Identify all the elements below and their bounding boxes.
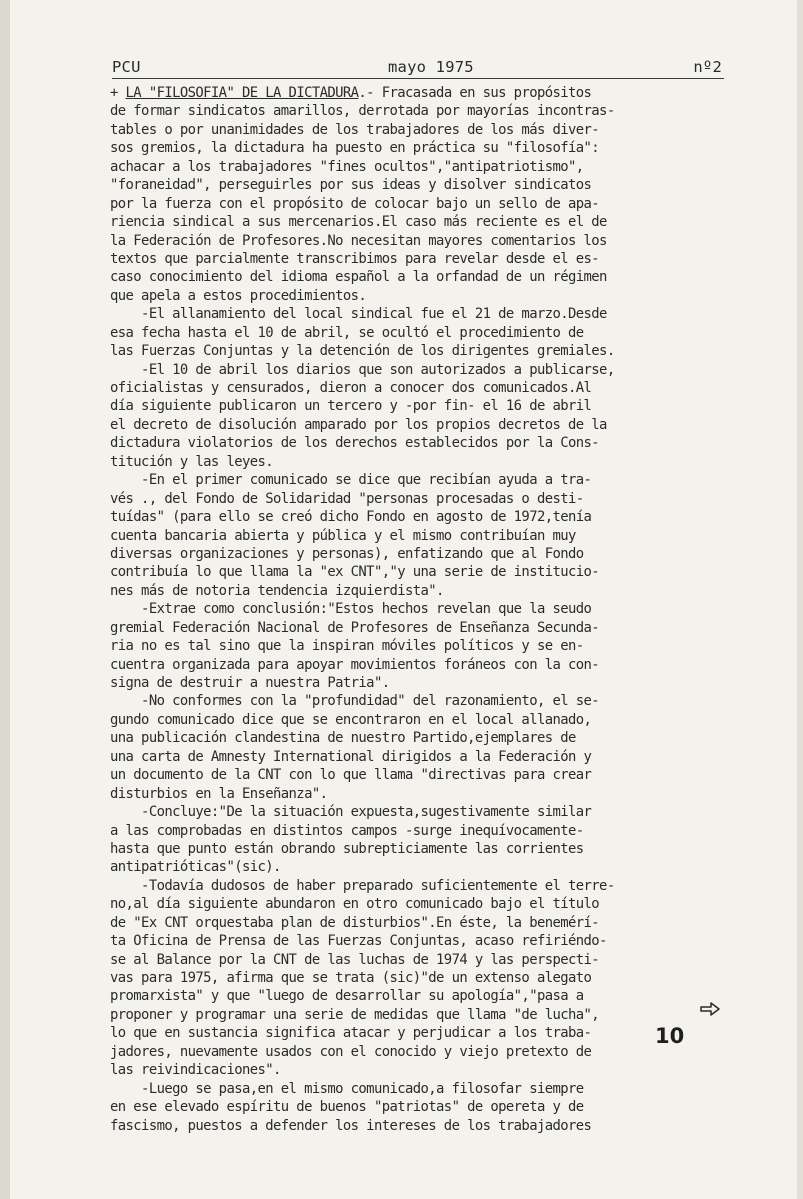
text-line: se al Balance por la CNT de las luchas de 1974 y las perspecti- xyxy=(110,951,600,968)
text-line: antipatrióticas"(sic). xyxy=(110,859,281,876)
text-line: promarxista" y que "luego de desarrollar su apología","pasa a xyxy=(110,988,584,1005)
text-line: ta Oficina de Prensa de las Fuerzas Conjuntas, acaso refiriéndo- xyxy=(110,933,607,950)
text-line: -Todavía dudosos de haber preparado suficientemente el terre- xyxy=(110,877,615,894)
text-line: día siguiente publicaron un tercero y -por fin- el 16 de abril xyxy=(110,398,592,415)
text-line: no,al día siguiente abundaron en otro comunicado bajo el título xyxy=(110,896,600,913)
text-line: cuenta bancaria abierta y pública y el mismo contribuían muy xyxy=(110,527,576,544)
text-line: riencia sindical a sus mercenarios.El caso más reciente es el de xyxy=(110,214,607,231)
header-date: mayo 1975 xyxy=(388,58,474,76)
header-publication: PCU xyxy=(112,58,141,76)
header-issue-number: nº2 xyxy=(693,58,722,76)
text-line: en ese elevado espíritu de buenos "patriotas" de opereta y de xyxy=(110,1099,584,1116)
text-line: signa de destruir a nuestra Patria". xyxy=(110,675,390,691)
text-line: por la fuerza con el propósito de colocar bajo un sello de apa- xyxy=(110,195,600,212)
bullet-marker: + xyxy=(110,85,126,101)
page-number: 10 xyxy=(655,1024,685,1048)
article-body xyxy=(110,84,750,1135)
text-line: -Concluye:"De la situación expuesta,sugestivamente similar xyxy=(110,804,592,821)
text-line: gundo comunicado dice que se encontraron en el local allanado, xyxy=(110,711,592,728)
text-line: las reivindicaciones". xyxy=(110,1062,281,1079)
text-line: -Extrae como conclusión:"Estos hechos revelan que la seudo xyxy=(110,601,592,618)
text-line: de "Ex CNT orquestaba plan de disturbios".En éste, la benemérí- xyxy=(110,914,600,931)
text-line: -En el primer comunicado se dice que recibían ayuda a tra- xyxy=(110,472,592,489)
text-line: una carta de Amnesty International dirigidos a la Federación y xyxy=(110,748,592,765)
text-line: sos gremios, la dictadura ha puesto en práctica su "filosofía": xyxy=(110,140,600,157)
text-line: proponer y programar una serie de medidas que llama "de lucha", xyxy=(110,1006,600,1023)
text-line: que apela a estos procedimientos. xyxy=(110,287,367,304)
text-line: tables o por unanimidades de los trabajadores de los más diver- xyxy=(110,121,600,138)
text-line: diversas organizaciones y personas), enfatizando que al Fondo xyxy=(110,545,584,562)
text-line: dictadura violatorios de los derechos establecidos por la Cons- xyxy=(110,435,600,452)
header-rule xyxy=(112,78,724,79)
text-line: hasta que punto están obrando subrepticiamente las corrientes xyxy=(110,840,584,857)
text-line: textos que parcialmente transcribimos para revelar desde el es- xyxy=(110,250,600,267)
text-line: las Fuerzas Conjuntas y la detención de los dirigentes gremiales. xyxy=(110,343,615,360)
page-edge-left xyxy=(0,0,10,1199)
text-line xyxy=(110,84,750,102)
text-line: fascismo, puestos a defender los intereses de los trabajadores xyxy=(110,1117,592,1134)
text-line: jadores, nuevamente usados con el conocido y viejo pretexto de xyxy=(110,1043,592,1060)
page-edge-right xyxy=(797,0,803,1199)
text-line: titución y las leyes. xyxy=(110,453,274,470)
page-header xyxy=(112,58,722,80)
text-line: "foraneidad", perseguirles por sus ideas y disolver sindicatos xyxy=(110,177,592,194)
text-line: cuentra organizada para apoyar movimientos foráneos con la con- xyxy=(110,656,600,673)
text-line: contribuía lo que llama la "ex CNT","y una serie de institucio- xyxy=(110,564,600,581)
text-line: tuídas" (para ello se creó dicho Fondo en agosto de 1972,tenía xyxy=(110,509,592,526)
text-line: -No conformes con la "profundidad" del razonamiento, el se- xyxy=(110,693,600,710)
text-line: -Luego se pasa,en el mismo comunicado,a filosofar siempre xyxy=(110,1080,584,1097)
arrow-right-icon xyxy=(700,1002,720,1016)
text-line: nes más de notoria tendencia izquierdista". xyxy=(110,582,444,599)
text-line: gremial Federación Nacional de Profesores de Enseñanza Secunda- xyxy=(110,619,600,636)
text-line: oficialistas y censurados, dieron a conocer dos comunicados.Al xyxy=(110,380,592,396)
text-line: la Federación de Profesores.No necesitan mayores comentarios los xyxy=(110,232,607,249)
text-line: ria no es tal sino que la inspiran móviles políticos y se en- xyxy=(110,638,584,655)
heading-continuation: .- Fracasada en sus propósitos xyxy=(358,85,592,101)
text-line: caso conocimiento del idioma español a la orfandad de un régimen xyxy=(110,269,607,286)
text-line: vas para 1975, afirma que se trata (sic)"de un extenso alegato xyxy=(110,970,592,986)
text-line: disturbios en la Enseñanza". xyxy=(110,785,328,802)
text-line: un documento de la CNT con lo que llama "directivas para crear xyxy=(110,767,592,784)
text-line: a las comprobadas en distintos campos -surge inequívocamente- xyxy=(110,822,584,839)
text-line: -El 10 de abril los diarios que son autorizados a publicarse, xyxy=(110,361,615,378)
text-line: esa fecha hasta el 10 de abril, se ocultó el procedimiento de xyxy=(110,324,584,341)
text-line: vés ., del Fondo de Solidaridad "personas procesadas o desti- xyxy=(110,490,584,507)
text-line: lo que en sustancia significa atacar y perjudicar a los traba- xyxy=(110,1025,592,1042)
section-heading: LA "FILOSOFIA" DE LA DICTADURA xyxy=(125,85,359,101)
text-line: -El allanamiento del local sindical fue el 21 de marzo.Desde xyxy=(110,306,607,323)
text-line: de formar sindicatos amarillos, derrotada por mayorías incontras- xyxy=(110,103,615,120)
text-line: achacar a los trabajadores "fines ocultos","antipatriotismo", xyxy=(110,158,584,175)
text-line: el decreto de disolución amparado por los propios decretos de la xyxy=(110,416,607,433)
text-line: una publicación clandestina de nuestro Partido,ejemplares de xyxy=(110,730,576,747)
